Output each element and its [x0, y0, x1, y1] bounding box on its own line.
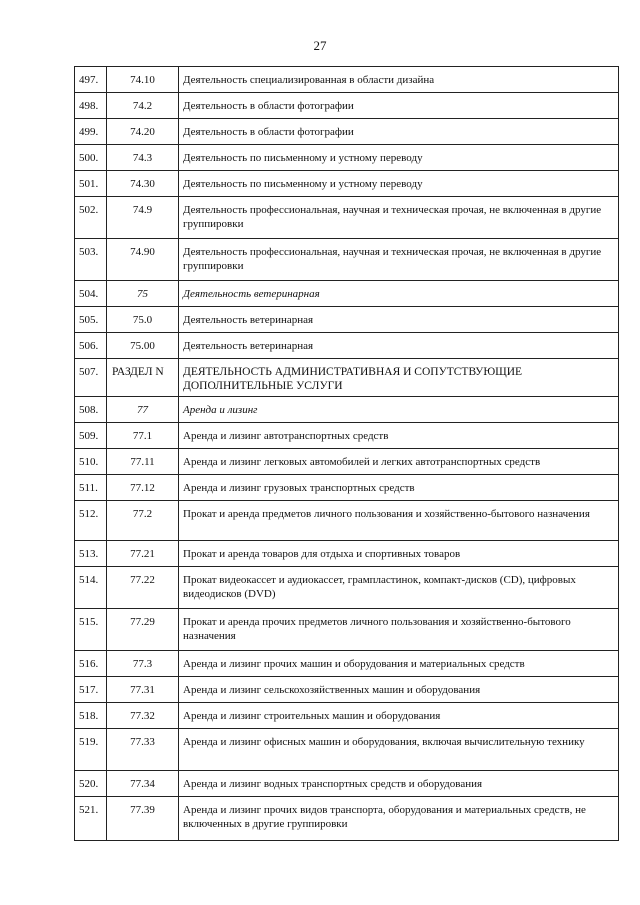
- row-code: 77.21: [107, 541, 179, 567]
- row-number: 497.: [75, 67, 107, 93]
- row-code: 74.3: [107, 145, 179, 171]
- row-description: Прокат и аренда прочих предметов личного пользования и хозяйственно-бытового назначения: [179, 609, 619, 651]
- row-code: 77.32: [107, 703, 179, 729]
- classifier-table: [74, 66, 619, 841]
- row-description: Деятельность ветеринарная: [179, 333, 619, 359]
- table-row: [75, 239, 619, 281]
- row-code: 77.31: [107, 677, 179, 703]
- row-description: Аренда и лизинг строительных машин и оборудования: [179, 703, 619, 729]
- table-row: [75, 449, 619, 475]
- table-row: [75, 281, 619, 307]
- table-row: [75, 501, 619, 541]
- table-row: [75, 333, 619, 359]
- row-description: Прокат видеокассет и аудиокассет, грампластинок, компакт-дисков (CD), цифровых видеодисков (DVD): [179, 567, 619, 609]
- row-number: 499.: [75, 119, 107, 145]
- row-code: 74.10: [107, 67, 179, 93]
- row-code: 77.2: [107, 501, 179, 541]
- row-number: 507.: [75, 359, 107, 397]
- table-row: [75, 651, 619, 677]
- row-number: 512.: [75, 501, 107, 541]
- table-row: [75, 567, 619, 609]
- row-code: 77.29: [107, 609, 179, 651]
- row-number: 517.: [75, 677, 107, 703]
- row-code: 74.30: [107, 171, 179, 197]
- row-code: 75.0: [107, 307, 179, 333]
- section-row: [75, 359, 619, 397]
- row-description: Деятельность профессиональная, научная и техническая прочая, не включенная в другие группировки: [179, 197, 619, 239]
- row-number: 520.: [75, 771, 107, 797]
- section-title: ДЕЯТЕЛЬНОСТЬ АДМИНИСТРАТИВНАЯ И СОПУТСТВУЮЩИЕ ДОПОЛНИТЕЛЬНЫЕ УСЛУГИ: [179, 359, 619, 397]
- row-description: Деятельность по письменному и устному переводу: [179, 145, 619, 171]
- row-code: 74.9: [107, 197, 179, 239]
- row-code: 77.12: [107, 475, 179, 501]
- table-row: [75, 307, 619, 333]
- row-number: 514.: [75, 567, 107, 609]
- page-number: 27: [313, 38, 327, 53]
- row-description: Аренда и лизинг офисных машин и оборудования, включая вычислительную технику: [179, 729, 619, 771]
- table-row: [75, 145, 619, 171]
- row-number: 504.: [75, 281, 107, 307]
- row-number: 508.: [75, 397, 107, 423]
- row-code: 75.00: [107, 333, 179, 359]
- table-row: [75, 609, 619, 651]
- row-description: Деятельность в области фотографии: [179, 119, 619, 145]
- row-description: Деятельность в области фотографии: [179, 93, 619, 119]
- row-description: Аренда и лизинг прочих машин и оборудования и материальных средств: [179, 651, 619, 677]
- row-code: 75: [107, 281, 179, 307]
- row-code: 77.22: [107, 567, 179, 609]
- row-number: 500.: [75, 145, 107, 171]
- table-row: [75, 119, 619, 145]
- row-number: 519.: [75, 729, 107, 771]
- row-description: Аренда и лизинг: [179, 397, 619, 423]
- row-description: Аренда и лизинг прочих видов транспорта, оборудования и материальных средств, не включенных в другие группировки: [179, 797, 619, 841]
- table-row: [75, 423, 619, 449]
- row-number: 513.: [75, 541, 107, 567]
- table-row: [75, 771, 619, 797]
- row-number: 501.: [75, 171, 107, 197]
- row-number: 505.: [75, 307, 107, 333]
- row-code: 74.20: [107, 119, 179, 145]
- table-row: [75, 93, 619, 119]
- row-description: Прокат и аренда товаров для отдыха и спортивных товаров: [179, 541, 619, 567]
- table-row: [75, 677, 619, 703]
- row-number: 515.: [75, 609, 107, 651]
- row-number: 510.: [75, 449, 107, 475]
- section-code: РАЗДЕЛ N: [107, 359, 179, 397]
- row-number: 506.: [75, 333, 107, 359]
- row-description: Деятельность по письменному и устному переводу: [179, 171, 619, 197]
- table-row: [75, 797, 619, 841]
- row-number: 503.: [75, 239, 107, 281]
- table-row: [75, 729, 619, 771]
- table-row: [75, 703, 619, 729]
- table-row: [75, 475, 619, 501]
- row-description: Аренда и лизинг грузовых транспортных средств: [179, 475, 619, 501]
- table-row: [75, 67, 619, 93]
- row-number: 498.: [75, 93, 107, 119]
- row-code: 77.39: [107, 797, 179, 841]
- row-code: 77.34: [107, 771, 179, 797]
- row-description: Аренда и лизинг автотранспортных средств: [179, 423, 619, 449]
- row-description: Аренда и лизинг водных транспортных средств и оборудования: [179, 771, 619, 797]
- row-code: 77.11: [107, 449, 179, 475]
- row-number: 511.: [75, 475, 107, 501]
- row-description: Деятельность профессиональная, научная и техническая прочая, не включенная в другие группировки: [179, 239, 619, 281]
- row-description: Аренда и лизинг легковых автомобилей и легких автотранспортных средств: [179, 449, 619, 475]
- row-description: Деятельность ветеринарная: [179, 281, 619, 307]
- row-description: Деятельность ветеринарная: [179, 307, 619, 333]
- row-number: 521.: [75, 797, 107, 841]
- table-row: [75, 197, 619, 239]
- table-row: [75, 541, 619, 567]
- row-code: 74.2: [107, 93, 179, 119]
- row-code: 77.1: [107, 423, 179, 449]
- row-code: 77: [107, 397, 179, 423]
- row-description: Деятельность специализированная в области дизайна: [179, 67, 619, 93]
- row-number: 502.: [75, 197, 107, 239]
- row-code: 74.90: [107, 239, 179, 281]
- row-number: 518.: [75, 703, 107, 729]
- table-row: [75, 171, 619, 197]
- row-description: Прокат и аренда предметов личного пользования и хозяйственно-бытового назначения: [179, 501, 619, 541]
- row-description: Аренда и лизинг сельскохозяйственных машин и оборудования: [179, 677, 619, 703]
- row-number: 509.: [75, 423, 107, 449]
- row-number: 516.: [75, 651, 107, 677]
- row-code: 77.33: [107, 729, 179, 771]
- row-code: 77.3: [107, 651, 179, 677]
- table-row: [75, 397, 619, 423]
